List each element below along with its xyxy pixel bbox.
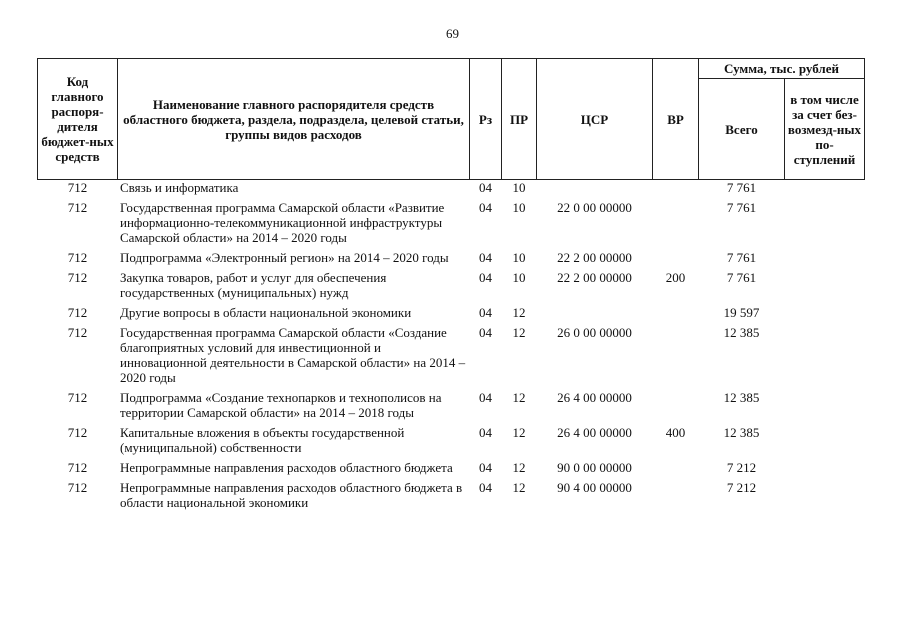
cell-csr: 26 0 00 00000	[557, 325, 632, 340]
cell-vr	[653, 304, 699, 324]
header-rz: Рз	[470, 59, 502, 180]
cell-pr: 12	[512, 425, 526, 440]
cell-csr: 90 0 00 00000	[557, 460, 632, 475]
cell-code: 712	[67, 180, 88, 195]
cell-code: 712	[67, 480, 88, 495]
cell-name: Государственная программа Самарской области «Развитие информационно-телекоммуникационной инфраструктуры Самарской области» на 2014 – 2020 годы	[120, 200, 445, 245]
table-body	[38, 180, 865, 515]
cell-vr	[653, 479, 699, 514]
cell-total: 12 385	[723, 425, 760, 440]
header-total: Всего	[699, 79, 785, 180]
cell-csr: 26 4 00 00000	[557, 425, 632, 440]
cell-total: 7 761	[726, 270, 757, 285]
table-row	[38, 249, 865, 269]
cell-vr: 400	[665, 425, 686, 440]
table-row	[38, 180, 865, 200]
cell-name: Государственная программа Самарской области «Создание благоприятных условий для инвестиционной и инновационной деятельности в Самарской области» на 2014 – 2020 годы	[120, 325, 466, 385]
page-number: 69	[446, 26, 459, 41]
table-row	[38, 389, 865, 424]
cell-total: 7 761	[726, 180, 757, 195]
header-pr: ПР	[502, 59, 537, 180]
cell-free	[785, 424, 865, 459]
cell-free	[785, 324, 865, 389]
cell-pr: 10	[512, 180, 526, 195]
cell-free	[785, 304, 865, 324]
cell-vr	[653, 459, 699, 479]
cell-rz: 04	[479, 390, 492, 405]
cell-csr: 22 2 00 00000	[557, 270, 632, 285]
table-row	[38, 199, 865, 249]
cell-free	[785, 459, 865, 479]
cell-name: Подпрограмма «Электронный регион» на 2014 – 2020 годы	[120, 250, 449, 265]
cell-name: Непрограммные направления расходов областного бюджета	[120, 460, 453, 475]
cell-vr	[653, 180, 699, 200]
cell-name: Капитальные вложения в объекты государственной (муниципальной) собственности	[120, 425, 405, 455]
table-row	[38, 424, 865, 459]
cell-name: Подпрограмма «Создание технопарков и технополисов на территории Самарской области» на 2014 – 2018 годы	[120, 390, 442, 420]
cell-rz: 04	[479, 250, 492, 265]
table-row	[38, 324, 865, 389]
cell-total: 19 597	[723, 305, 760, 320]
cell-free	[785, 199, 865, 249]
cell-total: 7 212	[726, 460, 757, 475]
cell-rz: 04	[479, 200, 492, 215]
cell-code: 712	[67, 305, 88, 320]
cell-rz: 04	[479, 425, 492, 440]
cell-pr: 12	[512, 305, 526, 320]
cell-total: 12 385	[723, 325, 760, 340]
cell-rz: 04	[479, 270, 492, 285]
cell-rz: 04	[479, 180, 492, 195]
header-vr: ВР	[653, 59, 699, 180]
cell-pr: 10	[512, 270, 526, 285]
cell-code: 712	[67, 390, 88, 405]
header-name: Наименование главного распорядителя средств областного бюджета, раздела, подраздела, целевой статьи, группы видов расходов	[118, 59, 470, 180]
table-row	[38, 459, 865, 479]
cell-code: 712	[67, 325, 88, 340]
cell-code: 712	[67, 250, 88, 265]
cell-pr: 10	[512, 200, 526, 215]
table-row	[38, 304, 865, 324]
budget-table	[37, 58, 865, 514]
table-row	[38, 479, 865, 514]
cell-csr	[537, 180, 653, 200]
cell-code: 712	[67, 270, 88, 285]
header-free: в том числе за счет без-возмезд-ных по-ступлений	[785, 79, 865, 180]
cell-total: 7 761	[726, 250, 757, 265]
cell-total: 7 212	[726, 480, 757, 495]
header-csr: ЦСР	[537, 59, 653, 180]
cell-free	[785, 180, 865, 200]
cell-vr	[653, 249, 699, 269]
cell-rz: 04	[479, 325, 492, 340]
cell-free	[785, 479, 865, 514]
cell-pr: 12	[512, 390, 526, 405]
cell-free	[785, 249, 865, 269]
cell-total: 7 761	[726, 200, 757, 215]
cell-vr	[653, 389, 699, 424]
cell-rz: 04	[479, 460, 492, 475]
cell-total: 12 385	[723, 390, 760, 405]
cell-code: 712	[67, 200, 88, 215]
cell-name: Непрограммные направления расходов областного бюджета в области национальной экономики	[120, 480, 463, 510]
cell-vr	[653, 324, 699, 389]
cell-name: Связь и информатика	[120, 180, 239, 195]
cell-pr: 12	[512, 480, 526, 495]
cell-csr: 26 4 00 00000	[557, 390, 632, 405]
cell-csr	[537, 304, 653, 324]
cell-csr: 90 4 00 00000	[557, 480, 632, 495]
cell-rz: 04	[479, 480, 492, 495]
cell-code: 712	[67, 460, 88, 475]
cell-code: 712	[67, 425, 88, 440]
cell-rz: 04	[479, 305, 492, 320]
cell-free	[785, 389, 865, 424]
cell-name: Другие вопросы в области национальной экономики	[120, 305, 412, 320]
header-sum-group: Сумма, тыс. рублей	[699, 59, 865, 79]
table-header	[38, 59, 865, 180]
cell-name: Закупка товаров, работ и услуг для обеспечения государственных (муниципальных) нужд	[120, 270, 387, 300]
cell-free	[785, 269, 865, 304]
header-code: Код главного распоря-дителя бюджет-ных средств	[38, 59, 118, 180]
cell-vr: 200	[665, 270, 686, 285]
cell-csr: 22 0 00 00000	[557, 200, 632, 215]
cell-csr: 22 2 00 00000	[557, 250, 632, 265]
cell-vr	[653, 199, 699, 249]
cell-pr: 12	[512, 460, 526, 475]
cell-pr: 10	[512, 250, 526, 265]
cell-pr: 12	[512, 325, 526, 340]
table-row	[38, 269, 865, 304]
